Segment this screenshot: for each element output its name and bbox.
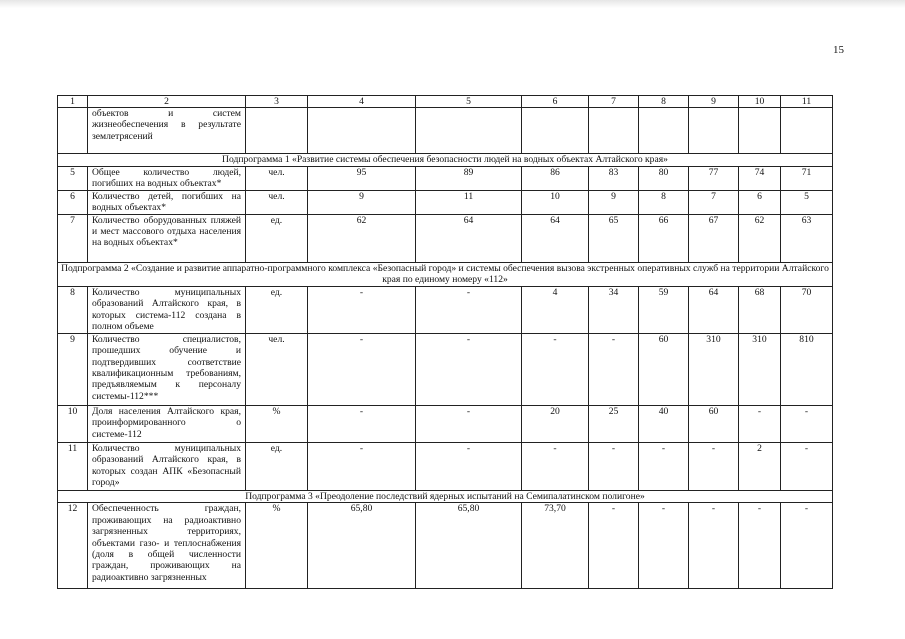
value-cell: 310 [689, 333, 739, 405]
value-cell: 64 [522, 214, 589, 262]
value-cell: - [308, 286, 416, 333]
indicator-name: Количество детей, погибших на водных объектах* [88, 190, 246, 214]
indicator-name: Общее количество людей, погибших на водных объектах* [88, 166, 246, 190]
value-cell: 65,80 [416, 503, 522, 589]
value-cell: - [689, 442, 739, 490]
value-cell [246, 108, 308, 154]
table-row [58, 190, 833, 214]
indicator-name: объектов и систем жизнеобеспечения в результате землетрясений [88, 108, 246, 154]
value-cell [781, 108, 833, 154]
col-header: 5 [416, 96, 522, 108]
subprogram-row [58, 262, 833, 286]
row-number: 6 [58, 190, 88, 214]
value-cell: 59 [639, 286, 689, 333]
value-cell: 66 [639, 214, 689, 262]
table-row [58, 286, 833, 333]
value-cell: 71 [781, 166, 833, 190]
value-cell: 70 [781, 286, 833, 333]
col-header: 8 [639, 96, 689, 108]
col-header: 10 [739, 96, 781, 108]
indicators-table [57, 95, 833, 589]
table-row [58, 503, 833, 589]
subprogram-1-title: Подпрограмма 1 «Развитие системы обеспечения безопасности людей на водных объектах Алтайского края» [58, 154, 833, 167]
value-cell: - [739, 503, 781, 589]
value-cell: 60 [639, 333, 689, 405]
indicator-name: Количество муниципальных образований Алтайского края, в которых система-112 создана в полном объеме [88, 286, 246, 333]
col-header: 7 [589, 96, 639, 108]
value-cell: 7 [689, 190, 739, 214]
unit-cell: чел. [246, 190, 308, 214]
scan-edge [0, 0, 905, 8]
value-cell: - [308, 405, 416, 442]
col-header: 11 [781, 96, 833, 108]
subprogram-3-title: Подпрограмма 3 «Преодоление последствий ядерных испытаний на Семипалатинском полигоне» [58, 490, 833, 503]
value-cell: 60 [689, 405, 739, 442]
value-cell: - [522, 442, 589, 490]
indicator-name: Количество специалистов, прошедших обучение и подтвердивших соответствие квалификационным требованиям, предъявляемым к персоналу системы-112*** [88, 333, 246, 405]
col-header: 6 [522, 96, 589, 108]
value-cell: 74 [739, 166, 781, 190]
value-cell: 310 [739, 333, 781, 405]
col-header: 9 [689, 96, 739, 108]
value-cell [308, 108, 416, 154]
table-row [58, 442, 833, 490]
value-cell: - [416, 286, 522, 333]
value-cell: - [416, 405, 522, 442]
row-number: 8 [58, 286, 88, 333]
value-cell: 68 [739, 286, 781, 333]
value-cell: 65,80 [308, 503, 416, 589]
value-cell: - [689, 503, 739, 589]
table-row [58, 108, 833, 154]
row-number: 12 [58, 503, 88, 589]
subprogram-row [58, 154, 833, 167]
value-cell: - [589, 442, 639, 490]
value-cell: 34 [589, 286, 639, 333]
value-cell: - [308, 333, 416, 405]
value-cell: 4 [522, 286, 589, 333]
value-cell: 20 [522, 405, 589, 442]
value-cell: - [416, 442, 522, 490]
value-cell: - [639, 442, 689, 490]
value-cell: - [522, 333, 589, 405]
value-cell: 65 [589, 214, 639, 262]
col-header: 4 [308, 96, 416, 108]
value-cell [589, 108, 639, 154]
value-cell: 83 [589, 166, 639, 190]
value-cell: 8 [639, 190, 689, 214]
value-cell: 80 [639, 166, 689, 190]
indicator-name: Доля населения Алтайского края, проинформированного о системе-112 [88, 405, 246, 442]
table-row [58, 333, 833, 405]
col-header: 1 [58, 96, 88, 108]
value-cell: 64 [416, 214, 522, 262]
row-number: 11 [58, 442, 88, 490]
table-row [58, 214, 833, 262]
value-cell: 89 [416, 166, 522, 190]
value-cell: 73,70 [522, 503, 589, 589]
unit-cell: чел. [246, 166, 308, 190]
value-cell: 62 [739, 214, 781, 262]
value-cell: 77 [689, 166, 739, 190]
col-header: 3 [246, 96, 308, 108]
value-cell: 64 [689, 286, 739, 333]
row-number: 5 [58, 166, 88, 190]
value-cell: - [739, 405, 781, 442]
value-cell: 11 [416, 190, 522, 214]
value-cell: 5 [781, 190, 833, 214]
indicator-name: Количество муниципальных образований Алтайского края, в которых создан АПК «Безопасный город» [88, 442, 246, 490]
page-number: 15 [833, 44, 844, 56]
value-cell [522, 108, 589, 154]
value-cell: 67 [689, 214, 739, 262]
col-header: 2 [88, 96, 246, 108]
unit-cell: ед. [246, 442, 308, 490]
value-cell [416, 108, 522, 154]
value-cell: 2 [739, 442, 781, 490]
value-cell: - [639, 503, 689, 589]
indicator-name: Обеспеченность граждан, проживающих на радиоактивно загрязненных территориях, объектами газо- и теплоснабжения (доля в общей численности граждан, проживающих на радиоактивно загрязненных [88, 503, 246, 589]
subprogram-2-title: Подпрограмма 2 «Создание и развитие аппаратно-программного комплекса «Безопасный город» и системы обеспечения вызова экстренных оперативных служб на территории Алтайского края по единому номеру «112» [58, 262, 833, 286]
value-cell: 10 [522, 190, 589, 214]
subprogram-row [58, 490, 833, 503]
unit-cell: ед. [246, 286, 308, 333]
value-cell: - [781, 442, 833, 490]
indicator-name: Количество оборудованных пляжей и мест массового отдыха населения на водных объектах* [88, 214, 246, 262]
value-cell: 62 [308, 214, 416, 262]
value-cell: - [781, 405, 833, 442]
value-cell [689, 108, 739, 154]
value-cell: - [308, 442, 416, 490]
table-body [58, 96, 833, 589]
value-cell: 63 [781, 214, 833, 262]
unit-cell: % [246, 503, 308, 589]
value-cell: 6 [739, 190, 781, 214]
unit-cell: % [246, 405, 308, 442]
value-cell: 40 [639, 405, 689, 442]
value-cell: 95 [308, 166, 416, 190]
value-cell: - [781, 503, 833, 589]
unit-cell: ед. [246, 214, 308, 262]
value-cell: - [416, 333, 522, 405]
value-cell: 25 [589, 405, 639, 442]
row-number: 10 [58, 405, 88, 442]
value-cell: 9 [589, 190, 639, 214]
row-number: 9 [58, 333, 88, 405]
value-cell [739, 108, 781, 154]
row-number [58, 108, 88, 154]
table-row [58, 166, 833, 190]
value-cell [639, 108, 689, 154]
value-cell: 9 [308, 190, 416, 214]
value-cell: - [589, 333, 639, 405]
table-row [58, 405, 833, 442]
value-cell: 86 [522, 166, 589, 190]
value-cell: 810 [781, 333, 833, 405]
column-number-row [58, 96, 833, 108]
value-cell: - [589, 503, 639, 589]
row-number: 7 [58, 214, 88, 262]
unit-cell: чел. [246, 333, 308, 405]
